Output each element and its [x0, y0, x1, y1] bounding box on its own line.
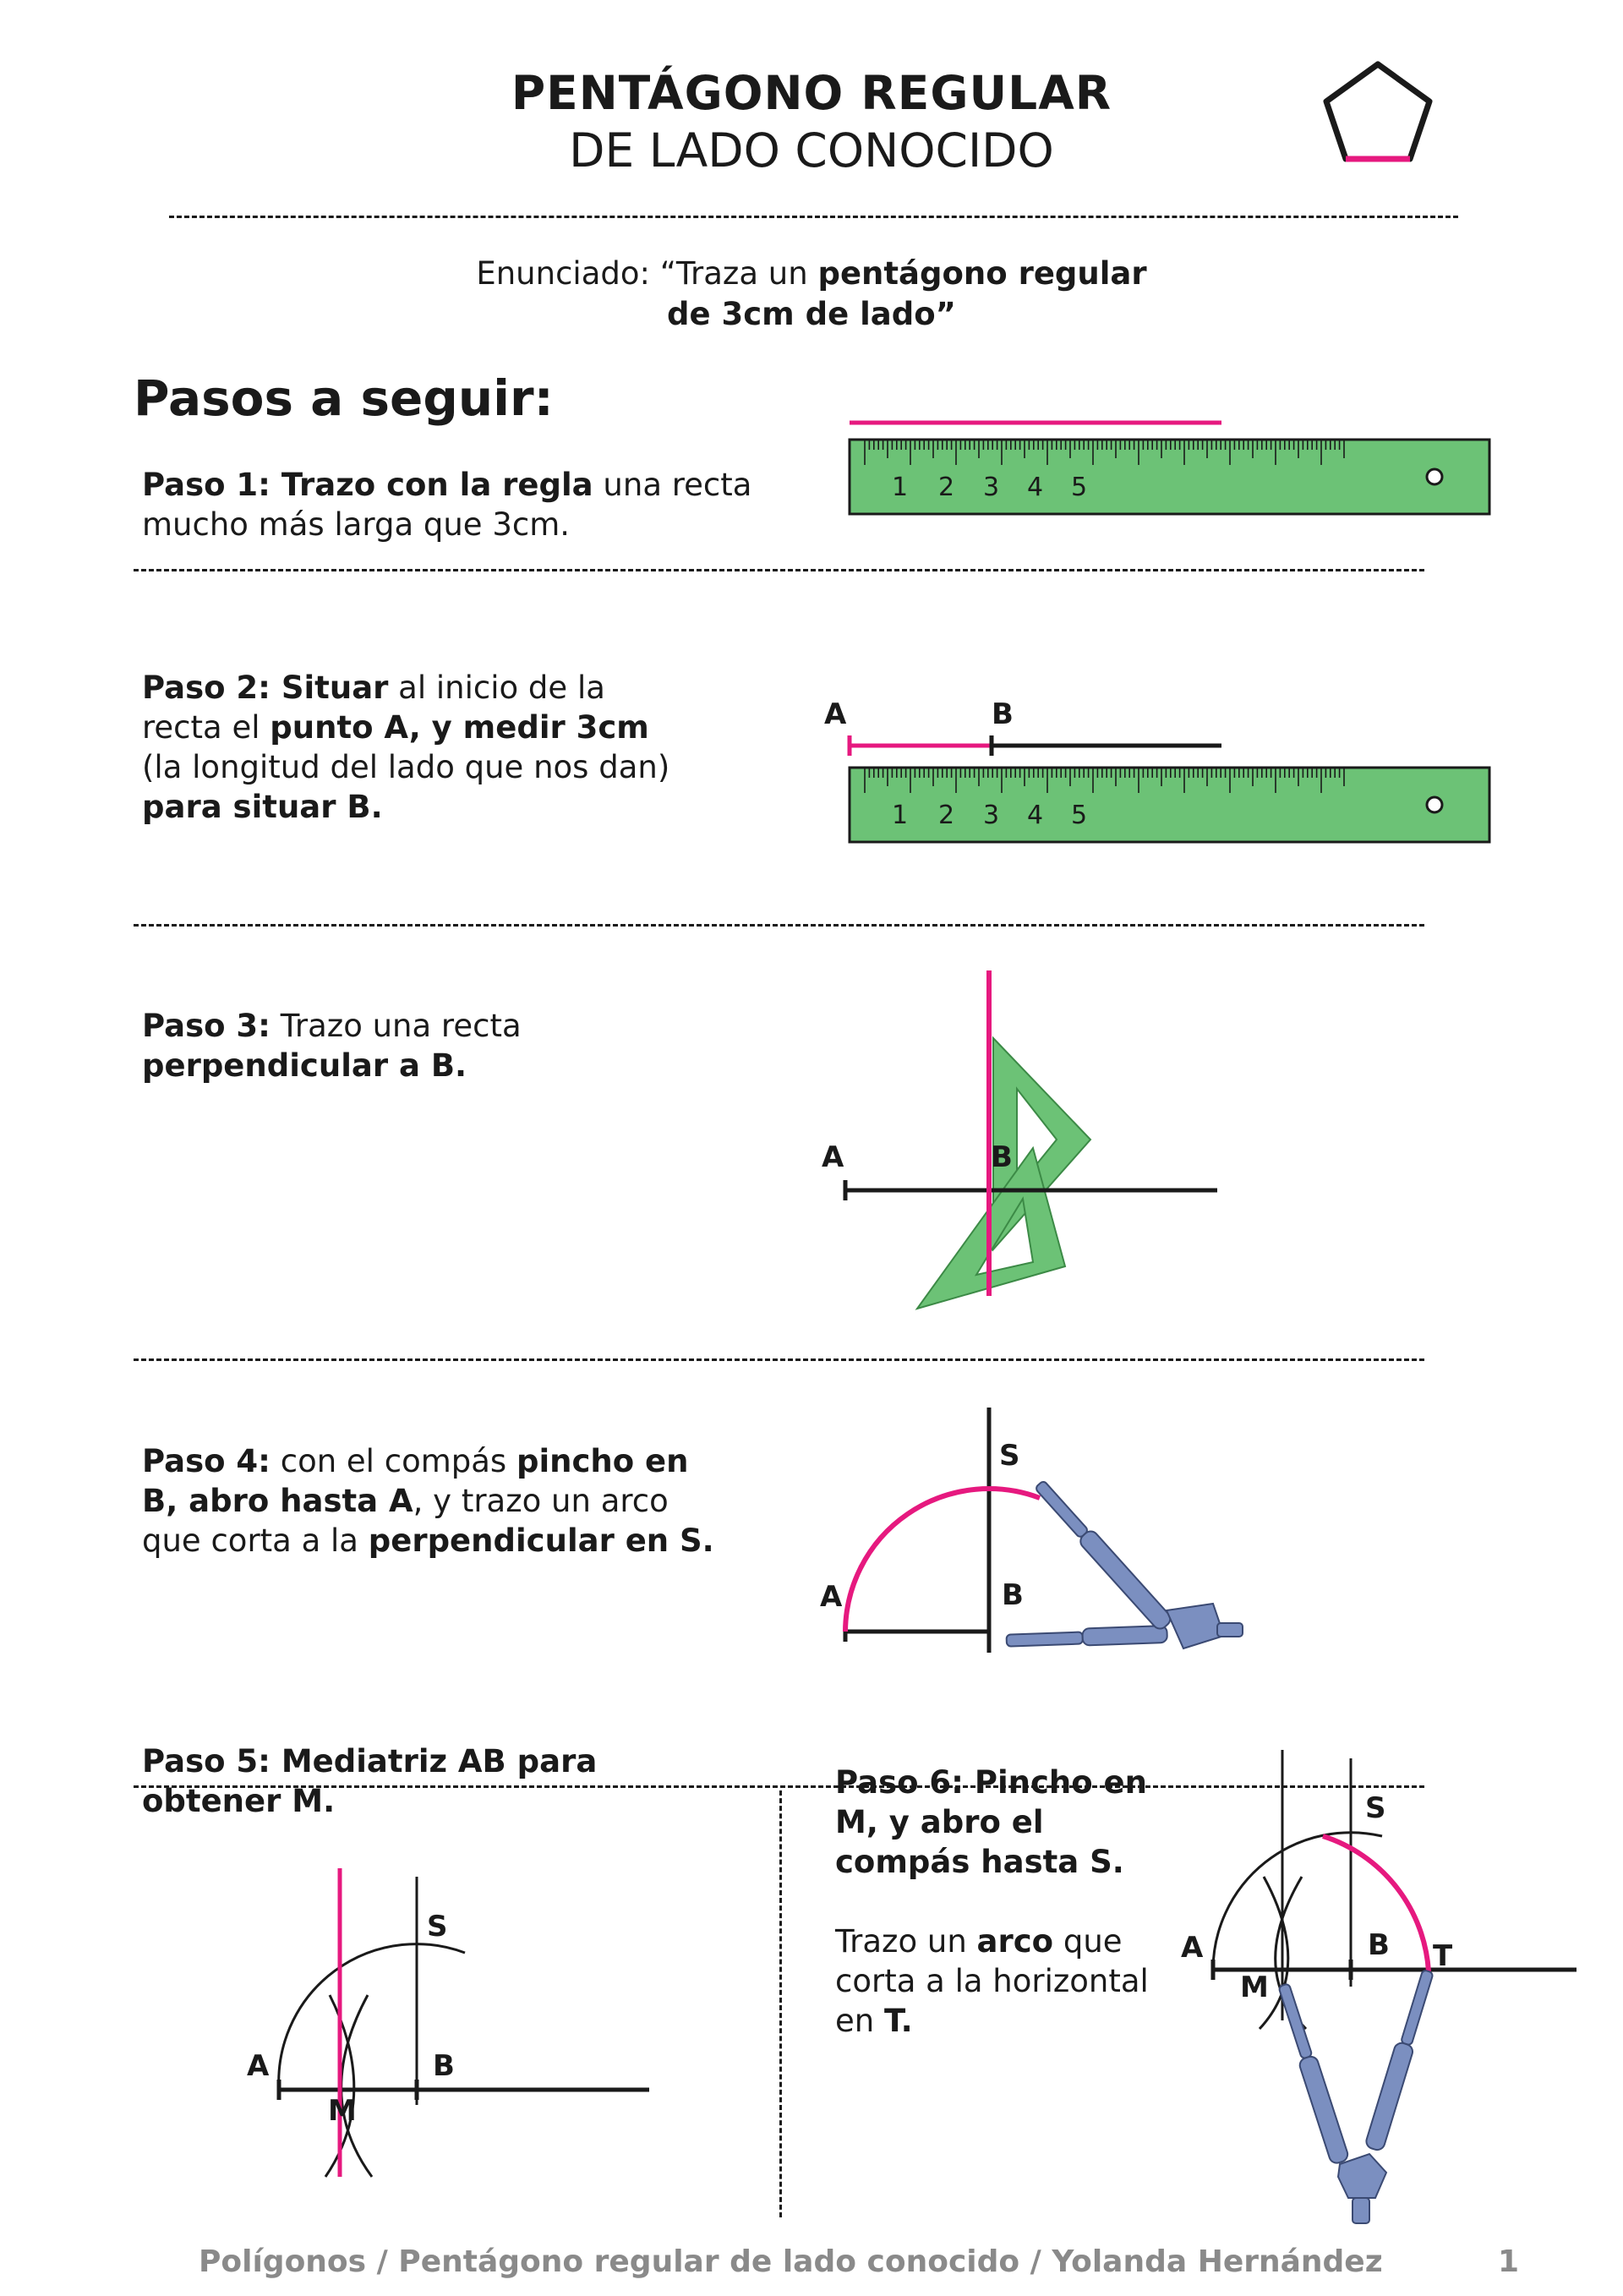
step-6-figure: [1179, 1750, 1585, 2223]
ruler: [850, 768, 1489, 842]
column-divider: [779, 1790, 782, 2217]
step-6-text: Paso 6: Pincho en M, y abro el compás hasta S. Trazo un arco que corta a la horizontal en T.: [835, 1764, 1149, 2039]
page-title: PENTÁGONO REGULAR: [511, 66, 1112, 120]
point-s-label: S: [999, 1439, 1020, 1473]
page-subtitle: DE LADO CONOCIDO: [569, 123, 1054, 178]
point-a-label: A: [247, 2049, 270, 2083]
ruler-number: 4: [1027, 473, 1044, 502]
step-4-figure: [812, 1408, 1268, 1678]
step-2-figure: [816, 693, 1500, 850]
step-5-text: Paso 5: Mediatriz AB para obtener M.: [142, 1743, 598, 1819]
page-number: 1: [1498, 2244, 1520, 2279]
footer-text: Polígonos / Pentágono regular de lado conocido / Yolanda Hernández: [199, 2244, 1383, 2279]
section-heading: Pasos a seguir:: [134, 369, 554, 427]
point-b-label: B: [1002, 1578, 1024, 1612]
step-2-text: Paso 2: Situar al inicio de la recta el punto A, y medir 3cm (la longitud del lado que nos dan) para situar B.: [142, 670, 670, 825]
step-1-figure: [845, 414, 1496, 524]
ruler-number: 5: [1071, 473, 1088, 502]
step-5-figure: [245, 1868, 668, 2198]
point-b-label: B: [991, 1140, 1013, 1174]
step-3-text: Paso 3: Trazo una recta perpendicular a B.: [142, 1008, 522, 1084]
ruler-number: 3: [983, 801, 1000, 830]
ruler-number: 1: [892, 801, 909, 830]
divider: [169, 216, 1458, 218]
ruler-number: 1: [892, 473, 909, 502]
point-s-label: S: [1365, 1791, 1386, 1825]
ruler-number: 3: [983, 473, 1000, 502]
point-b-label: B: [1368, 1928, 1390, 1962]
divider: [134, 924, 1424, 927]
step-4-text: Paso 4: con el compás pincho en B, abro hasta A, y trazo un arco que corta a la perpendicular en S.: [142, 1443, 714, 1559]
pentagon-icon: [1314, 57, 1441, 176]
step-1-text: Paso 1: Trazo con la regla una recta mucho más larga que 3cm.: [142, 467, 752, 543]
point-s-label: S: [427, 1910, 448, 1943]
point-m-label: M: [328, 2094, 357, 2128]
point-t-label: T: [1433, 1939, 1453, 1973]
point-a-label: A: [822, 1140, 844, 1174]
step-3-figure: [812, 970, 1251, 1326]
statement: Enunciado: “Traza un pentágono regular de 3cm de lado”: [476, 255, 1147, 332]
point-b-label: B: [433, 2049, 455, 2083]
compass: [1275, 1968, 1437, 2223]
ruler-number: 2: [938, 801, 955, 830]
ruler-number: 2: [938, 473, 955, 502]
divider: [134, 569, 1424, 571]
ruler-number: 5: [1071, 801, 1088, 830]
ruler-number: 4: [1027, 801, 1044, 830]
compass: [1006, 1478, 1243, 1648]
point-a-label: A: [824, 697, 847, 731]
point-m-label: M: [1240, 1971, 1269, 2004]
ruler: [850, 440, 1489, 514]
point-b-label: B: [992, 697, 1014, 731]
divider: [134, 1358, 1424, 1361]
point-a-label: A: [1181, 1931, 1204, 1965]
point-a-label: A: [820, 1580, 843, 1614]
